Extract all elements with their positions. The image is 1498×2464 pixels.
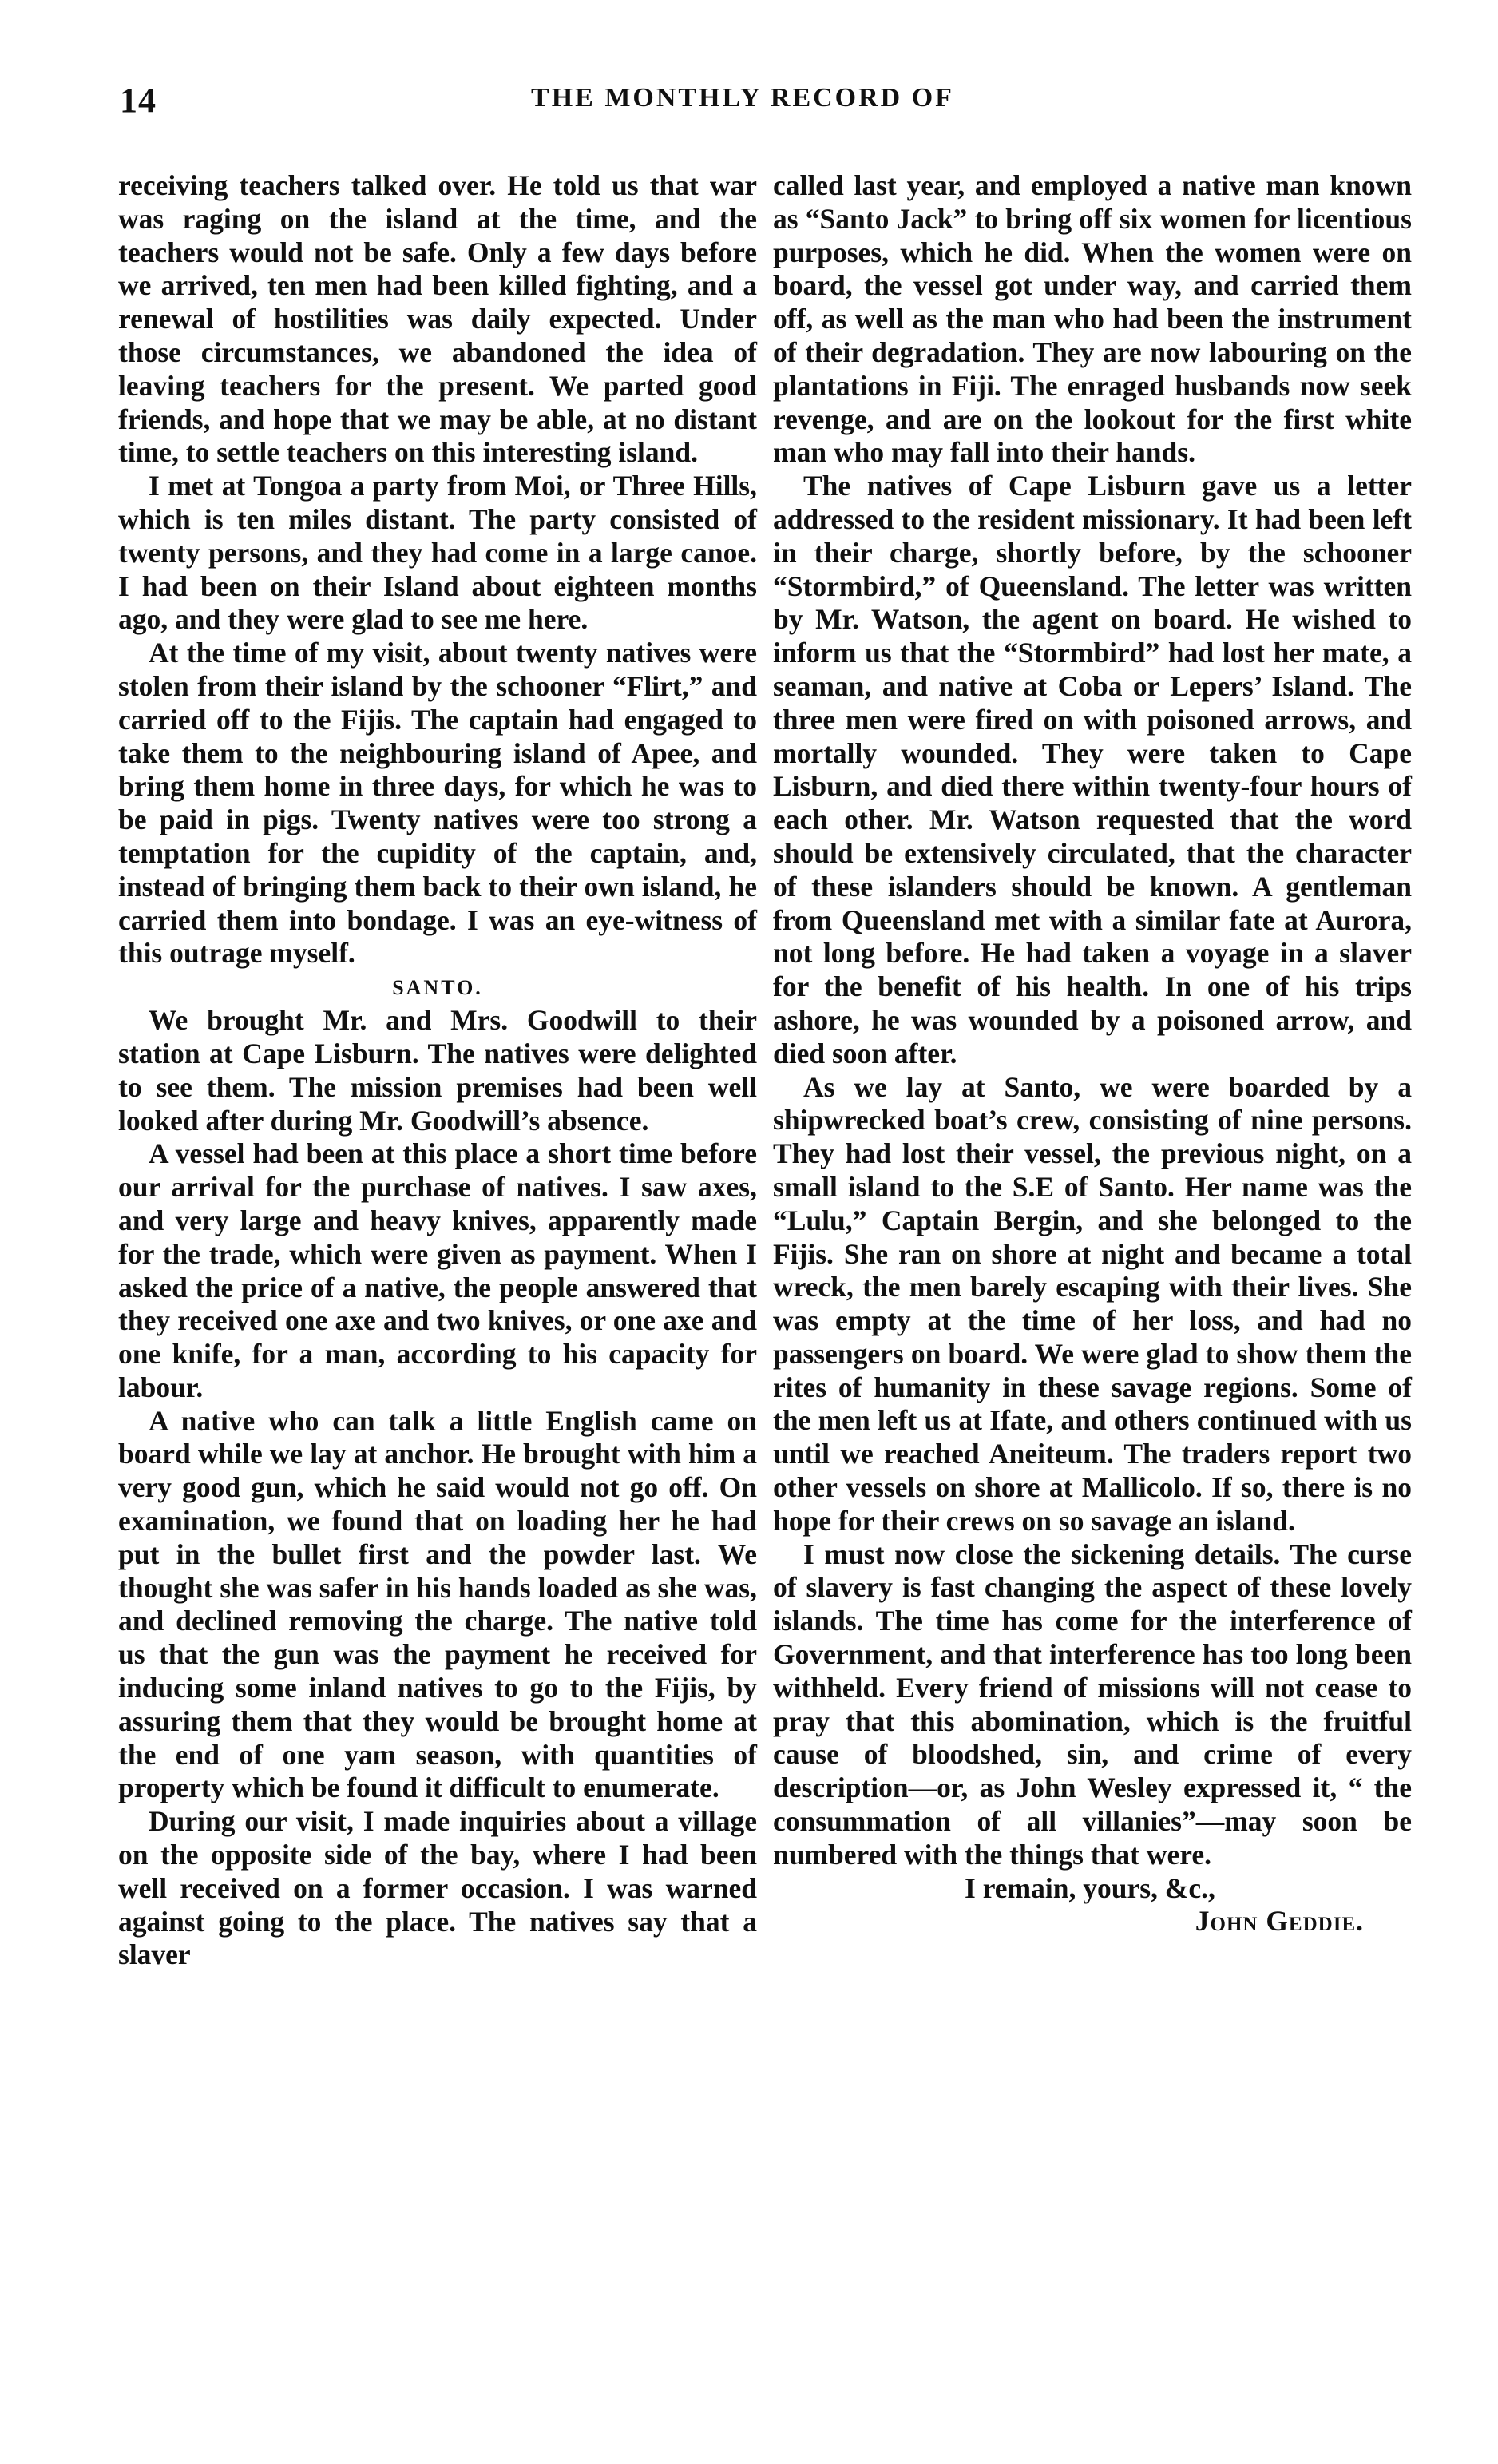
right-column xyxy=(773,169,1412,1938)
paragraph: receiving teachers talked over. He told us that war was raging on the island at the time, and the teachers would not be safe. Only a few days before we arrived, ten men had been killed fighting, and a renewal of hostilities was daily expected. Under those circumstances, we abandoned the idea of leaving teachers for the present. We parted good friends, and hope that we may be able, at no distant time, to settle teachers on this interesting island. xyxy=(118,169,757,469)
paragraph: We brought Mr. and Mrs. Goodwill to their station at Cape Lisburn. The natives were delighted to see them. The mission premises had been well looked after during Mr. Goodwill’s absence. xyxy=(118,1004,757,1137)
closing-line: I remain, yours, &c., xyxy=(965,1871,1215,1904)
running-head xyxy=(120,80,1365,128)
paragraph: At the time of my visit, about twenty natives were stolen from their island by the schooner “Flirt,” and carried off to the Fijis. The captain had engaged to take them to the neighbouring island of Apee, and bring them home in three days, for which he was to be paid in pigs. Twenty natives were too strong a temptation for the cupidity of the captain, and, instead of bringing them back to their own island, he carried them into bondage. I was an eye-witness of this outrage myself. xyxy=(118,637,757,970)
paragraph: called last year, and employed a native man known as “Santo Jack” to bring off six women for licentious purposes, which he did. When the women were on board, the vessel got under way, and carried them off, as well as the man who had been the instrument of their degradation. They are now labouring on the plantations in Fiji. The enraged husbands now seek revenge, and are on the lookout for the first white man who may fall into their hands. xyxy=(773,169,1412,469)
page-number: 14 xyxy=(120,81,157,120)
paragraph: A native who can talk a little English came on board while we lay at anchor. He brought with him a very good gun, which he said would not go off. On examination, we found that on loading her he had put in the bullet first and the powder last. We thought she was safer in his hands loaded as she was, and declined removing the charge. The native told us that the gun was the payment he received for inducing some inland natives to go to the Fijis, by assuring them that they would be brought home at the end of one yam season, with quantities of property which be found it difficult to enumerate. xyxy=(118,1404,757,1804)
paragraph: I met at Tongoa a party from Moi, or Three Hills, which is ten miles distant. The party consisted of twenty persons, and they had come in a large canoe. I had been on their Island about eighteen months ago, and they were glad to see me here. xyxy=(118,470,757,636)
signature: John Geddie. xyxy=(1195,1905,1364,1938)
running-title: THE MONTHLY RECORD OF xyxy=(531,83,954,113)
left-column xyxy=(118,169,757,1972)
section-heading: SANTO. xyxy=(392,976,483,1000)
paragraph: The natives of Cape Lisburn gave us a letter addressed to the resident missionary. It had been left in their charge, shortly before, by the schooner “Stormbird,” of Queensland. The letter was written by Mr. Watson, the agent on board. He wished to inform us that the “Stormbird” had lost her mate, a seaman, and native at Coba or Lepers’ Island. The three men were fired on with poisoned arrows, and mortally wounded. They were taken to Cape Lisburn, and died there within twenty-four hours of each other. Mr. Watson requested that the word should be extensively circulated, that the character of these islanders should be known. A gentleman from Queensland met with a similar fate at Aurora, not long before. He had taken a voyage in a slaver for the benefit of his health. In one of his trips ashore, he was wounded by a poisoned arrow, and died soon after. xyxy=(773,470,1412,1069)
paragraph: During our visit, I made inquiries about a village on the opposite side of the bay, where I had been well received on a former occasion. I was warned against going to the place. The natives say that a slaver xyxy=(118,1805,757,1971)
paragraph: I must now close the sickening details. The curse of slavery is fast changing the aspect of these lovely islands. The time has come for the interference of Government, and that interference has too long been withheld. Every friend of missions will not cease to pray that this abomination, which is the fruitful cause of bloodshed, sin, and crime of every description—or, as John Wesley expressed it, “ the consummation of all villanies”—may soon be numbered with the things that were. xyxy=(773,1538,1412,1871)
paragraph: A vessel had been at this place a short time before our arrival for the purchase of natives. I saw axes, and very large and heavy knives, apparently made for the trade, which were given as payment. When I asked the price of a native, the people answered that they received one axe and two knives, or one axe and one knife, for a man, according to his capacity for labour. xyxy=(118,1137,757,1403)
paragraph: As we lay at Santo, we were boarded by a shipwrecked boat’s crew, consisting of nine persons. They had lost their vessel, the previous night, on a small island to the S.E of Santo. Her name was the “Lulu,” Captain Bergin, and she belonged to the Fijis. She ran on shore at night and became a total wreck, the men barely escaping with their lives. She was empty at the time of her loss, and had no passengers on board. We were glad to show them the rites of humanity in these savage regions. Some of the men left us at Ifate, and others continued with us until we reached Aneiteum. The traders report two other vessels on shore at Mallicolo. If so, there is no hope for their crews on so savage an island. xyxy=(773,1070,1412,1537)
